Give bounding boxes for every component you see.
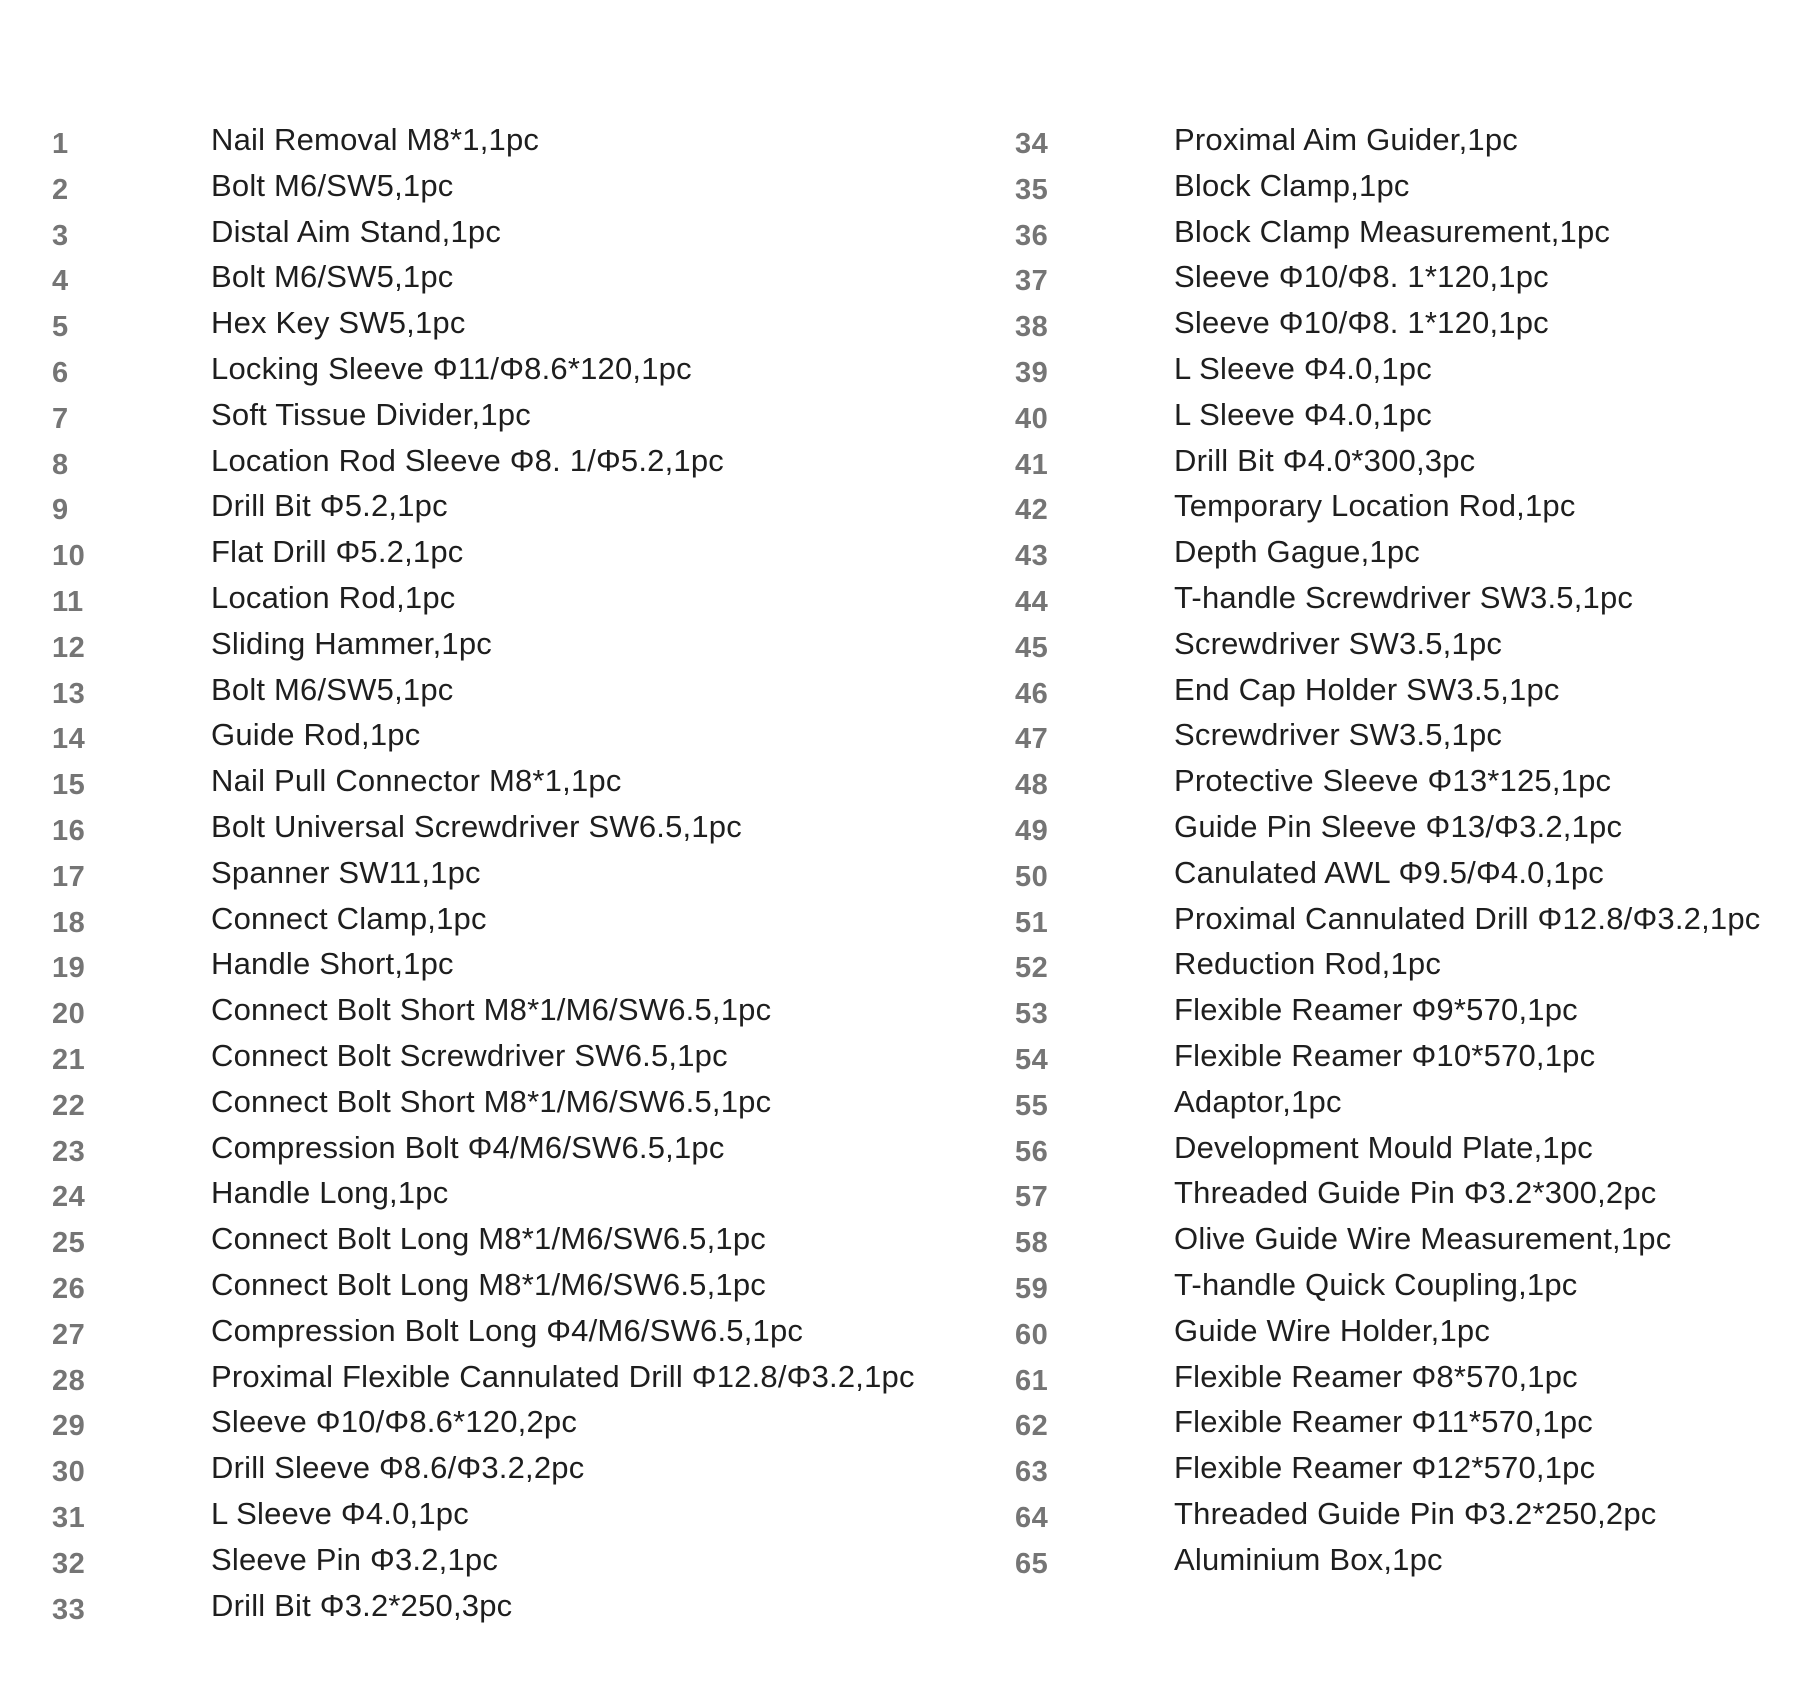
item-name: Connect Bolt Short M8*1/M6/SW6.5,1pc	[211, 992, 772, 1028]
item-number: 36	[1015, 219, 1049, 252]
list-item	[52, 1267, 952, 1313]
item-number: 37	[1015, 265, 1049, 298]
item-name: Handle Short,1pc	[211, 946, 454, 982]
list-item	[52, 397, 952, 443]
list-item	[1015, 717, 1800, 763]
item-name: Soft Tissue Divider,1pc	[211, 396, 531, 432]
item-name: Location Rod,1pc	[211, 579, 456, 615]
list-item	[1015, 626, 1800, 672]
item-name: Reduction Rod,1pc	[1174, 946, 1442, 982]
item-name: Protective Sleeve Φ13*125,1pc	[1174, 763, 1612, 799]
list-item	[1015, 672, 1800, 718]
item-number: 4	[52, 265, 69, 298]
item-number: 2	[52, 173, 69, 206]
list-item	[1015, 305, 1800, 351]
list-item	[52, 1130, 952, 1176]
item-name: Connect Clamp,1pc	[211, 900, 487, 936]
item-name: Development Mould Plate,1pc	[1174, 1129, 1593, 1165]
list-item	[52, 1038, 952, 1084]
item-number: 17	[52, 860, 86, 893]
item-name: End Cap Holder SW3.5,1pc	[1174, 671, 1560, 707]
item-name: Temporary Location Rod,1pc	[1174, 488, 1576, 524]
item-name: Drill Sleeve Φ8.6/Φ3.2,2pc	[211, 1450, 585, 1486]
item-number: 33	[52, 1593, 86, 1626]
list-item	[1015, 351, 1800, 397]
item-name: Screwdriver SW3.5,1pc	[1174, 625, 1503, 661]
item-number: 7	[52, 402, 69, 435]
item-number: 45	[1015, 631, 1049, 664]
item-number: 34	[1015, 128, 1049, 160]
list-item	[1015, 1359, 1800, 1405]
list-item	[52, 1496, 952, 1542]
item-name: Guide Rod,1pc	[211, 717, 421, 753]
item-number: 24	[52, 1181, 86, 1214]
item-name: Location Rod Sleeve Φ8. 1/Φ5.2,1pc	[211, 442, 724, 478]
list-item	[52, 580, 952, 626]
item-number: 18	[52, 906, 86, 939]
list-item	[1015, 1130, 1800, 1176]
item-name: Bolt M6/SW5,1pc	[211, 167, 454, 203]
item-name: Spanner SW11,1pc	[211, 854, 481, 890]
list-item	[52, 488, 952, 534]
item-number: 54	[1015, 1043, 1049, 1076]
item-name: Nail Removal M8*1,1pc	[211, 122, 540, 157]
item-number: 58	[1015, 1227, 1049, 1260]
item-name: Distal Aim Stand,1pc	[211, 213, 502, 249]
list-item	[52, 809, 952, 855]
list-item	[1015, 214, 1800, 260]
list-item	[52, 1221, 952, 1267]
item-number: 62	[1015, 1410, 1049, 1443]
item-name: Guide Wire Holder,1pc	[1174, 1312, 1491, 1348]
item-name: Proximal Flexible Cannulated Drill Φ12.8/Φ3.2,1pc	[211, 1358, 915, 1394]
item-number: 28	[52, 1364, 86, 1397]
item-number: 61	[1015, 1364, 1049, 1397]
list-item	[1015, 259, 1800, 305]
item-number: 25	[52, 1227, 86, 1260]
list-item	[1015, 168, 1800, 214]
list-item	[52, 1450, 952, 1496]
item-number: 21	[52, 1043, 86, 1076]
list-item	[52, 1404, 952, 1450]
item-name: Proximal Cannulated Drill Φ12.8/Φ3.2,1pc	[1174, 900, 1761, 936]
item-number: 5	[52, 311, 69, 344]
list-item	[52, 901, 952, 947]
item-name: Connect Bolt Long M8*1/M6/SW6.5,1pc	[211, 1266, 766, 1302]
list-item	[1015, 1221, 1800, 1267]
item-number: 30	[52, 1456, 86, 1489]
list-item	[52, 1175, 952, 1221]
item-name: Drill Bit Φ5.2,1pc	[211, 488, 448, 524]
list-item	[1015, 901, 1800, 947]
item-name: Drill Bit Φ4.0*300,3pc	[1174, 442, 1476, 478]
list-item	[1015, 1038, 1800, 1084]
item-name: Canulated AWL Φ9.5/Φ4.0,1pc	[1174, 854, 1604, 890]
list-item	[52, 855, 952, 901]
item-name: Sliding Hammer,1pc	[211, 625, 492, 661]
item-number: 65	[1015, 1547, 1049, 1580]
item-number: 12	[52, 631, 86, 664]
list-item	[52, 1588, 952, 1634]
item-number: 60	[1015, 1318, 1049, 1351]
parts-column-right	[1015, 122, 1800, 1588]
parts-column-left	[52, 122, 952, 1633]
item-number: 53	[1015, 998, 1049, 1031]
item-number: 42	[1015, 494, 1049, 527]
list-item	[1015, 488, 1800, 534]
item-number: 49	[1015, 814, 1049, 847]
list-item	[1015, 1313, 1800, 1359]
item-name: Threaded Guide Pin Φ3.2*250,2pc	[1174, 1495, 1657, 1531]
item-name: Flexible Reamer Φ9*570,1pc	[1174, 992, 1578, 1028]
item-name: Sleeve Φ10/Φ8.6*120,2pc	[211, 1404, 578, 1440]
item-number: 64	[1015, 1501, 1049, 1534]
item-name: T-handle Quick Coupling,1pc	[1174, 1266, 1578, 1302]
item-number: 59	[1015, 1272, 1049, 1305]
item-number: 9	[52, 494, 69, 527]
item-number: 1	[52, 128, 69, 160]
item-number: 40	[1015, 402, 1049, 435]
item-number: 35	[1015, 173, 1049, 206]
list-item	[52, 168, 952, 214]
list-item	[1015, 1496, 1800, 1542]
item-name: L Sleeve Φ4.0,1pc	[1174, 350, 1432, 386]
list-item	[52, 305, 952, 351]
item-number: 20	[52, 998, 86, 1031]
list-item	[52, 1542, 952, 1588]
item-number: 23	[52, 1135, 86, 1168]
item-name: Screwdriver SW3.5,1pc	[1174, 717, 1503, 753]
list-item	[1015, 122, 1800, 168]
item-name: Compression Bolt Φ4/M6/SW6.5,1pc	[211, 1129, 725, 1165]
item-name: Nail Pull Connector M8*1,1pc	[211, 763, 622, 799]
item-number: 41	[1015, 448, 1049, 481]
item-name: Block Clamp Measurement,1pc	[1174, 213, 1611, 249]
list-item	[52, 443, 952, 489]
parts-list	[0, 122, 1800, 1642]
item-number: 44	[1015, 585, 1049, 618]
list-item	[1015, 809, 1800, 855]
list-item	[1015, 946, 1800, 992]
item-number: 38	[1015, 311, 1049, 344]
item-name: Connect Bolt Short M8*1/M6/SW6.5,1pc	[211, 1083, 772, 1119]
item-name: Hex Key SW5,1pc	[211, 305, 466, 341]
list-item	[1015, 763, 1800, 809]
list-item	[52, 672, 952, 718]
item-name: Flat Drill Φ5.2,1pc	[211, 534, 464, 570]
list-item	[1015, 580, 1800, 626]
item-number: 16	[52, 814, 86, 847]
item-number: 55	[1015, 1089, 1049, 1122]
item-name: Sleeve Pin Φ3.2,1pc	[211, 1541, 499, 1577]
item-number: 56	[1015, 1135, 1049, 1168]
item-name: Sleeve Φ10/Φ8. 1*120,1pc	[1174, 305, 1549, 341]
item-name: Flexible Reamer Φ10*570,1pc	[1174, 1037, 1596, 1073]
item-number: 43	[1015, 540, 1049, 573]
item-name: Threaded Guide Pin Φ3.2*300,2pc	[1174, 1175, 1657, 1211]
item-name: Depth Gague,1pc	[1174, 534, 1421, 570]
item-name: L Sleeve Φ4.0,1pc	[211, 1495, 469, 1531]
item-name: Proximal Aim Guider,1pc	[1174, 122, 1519, 157]
list-item	[52, 992, 952, 1038]
item-name: Olive Guide Wire Measurement,1pc	[1174, 1221, 1672, 1257]
list-item	[1015, 1084, 1800, 1130]
item-name: Bolt M6/SW5,1pc	[211, 671, 454, 707]
item-name: Drill Bit Φ3.2*250,3pc	[211, 1587, 513, 1623]
list-item	[1015, 992, 1800, 1038]
list-item	[52, 626, 952, 672]
item-number: 13	[52, 677, 86, 710]
item-name: L Sleeve Φ4.0,1pc	[1174, 396, 1432, 432]
item-number: 11	[52, 585, 84, 618]
list-item	[1015, 855, 1800, 901]
item-number: 26	[52, 1272, 86, 1305]
list-item	[52, 122, 952, 168]
item-name: Compression Bolt Long Φ4/M6/SW6.5,1pc	[211, 1312, 804, 1348]
item-number: 63	[1015, 1456, 1049, 1489]
list-item	[52, 534, 952, 580]
item-number: 29	[52, 1410, 86, 1443]
item-name: Aluminium Box,1pc	[1174, 1541, 1443, 1577]
item-number: 48	[1015, 769, 1049, 802]
item-number: 15	[52, 769, 86, 802]
list-item	[52, 717, 952, 763]
list-item	[52, 763, 952, 809]
item-number: 3	[52, 219, 69, 252]
list-item	[52, 259, 952, 305]
list-item	[52, 1084, 952, 1130]
list-item	[52, 1359, 952, 1405]
list-item	[52, 214, 952, 260]
item-name: Connect Bolt Screwdriver SW6.5,1pc	[211, 1037, 728, 1073]
item-number: 50	[1015, 860, 1049, 893]
item-number: 8	[52, 448, 69, 481]
list-item	[52, 1313, 952, 1359]
item-name: T-handle Screwdriver SW3.5,1pc	[1174, 579, 1634, 615]
list-item	[1015, 1450, 1800, 1496]
item-name: Block Clamp,1pc	[1174, 167, 1410, 203]
item-name: Handle Long,1pc	[211, 1175, 449, 1211]
item-name: Locking Sleeve Φ11/Φ8.6*120,1pc	[211, 350, 692, 386]
list-item	[52, 351, 952, 397]
item-number: 46	[1015, 677, 1049, 710]
item-number: 57	[1015, 1181, 1049, 1214]
item-number: 6	[52, 356, 69, 389]
item-number: 51	[1015, 906, 1049, 939]
list-item	[1015, 534, 1800, 580]
item-name: Connect Bolt Long M8*1/M6/SW6.5,1pc	[211, 1221, 766, 1257]
item-name: Adaptor,1pc	[1174, 1083, 1342, 1119]
list-item	[1015, 443, 1800, 489]
item-number: 10	[52, 540, 86, 573]
item-name: Flexible Reamer Φ11*570,1pc	[1174, 1404, 1593, 1440]
list-item	[52, 946, 952, 992]
list-item	[1015, 1175, 1800, 1221]
item-number: 22	[52, 1089, 86, 1122]
item-number: 31	[52, 1501, 86, 1534]
item-name: Sleeve Φ10/Φ8. 1*120,1pc	[1174, 259, 1549, 295]
list-item	[1015, 397, 1800, 443]
item-number: 47	[1015, 723, 1049, 756]
item-name: Bolt M6/SW5,1pc	[211, 259, 454, 295]
item-name: Flexible Reamer Φ12*570,1pc	[1174, 1450, 1596, 1486]
item-number: 19	[52, 952, 86, 985]
list-item	[1015, 1404, 1800, 1450]
item-number: 27	[52, 1318, 86, 1351]
item-number: 32	[52, 1547, 86, 1580]
item-number: 39	[1015, 356, 1049, 389]
list-item	[1015, 1542, 1800, 1588]
item-number: 52	[1015, 952, 1049, 985]
item-name: Bolt Universal Screwdriver SW6.5,1pc	[211, 808, 742, 844]
list-item	[1015, 1267, 1800, 1313]
item-number: 14	[52, 723, 86, 756]
item-name: Flexible Reamer Φ8*570,1pc	[1174, 1358, 1578, 1394]
item-name: Guide Pin Sleeve Φ13/Φ3.2,1pc	[1174, 808, 1623, 844]
